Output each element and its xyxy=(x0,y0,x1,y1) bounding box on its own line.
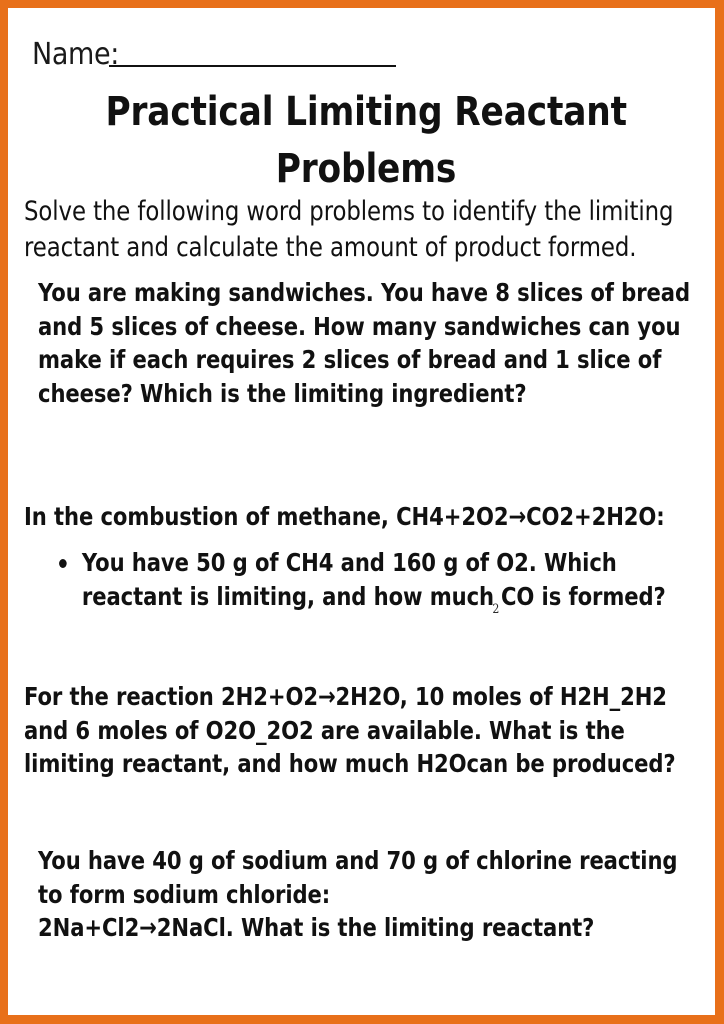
instructions-text: Solve the following word problems to identify the limiting reactant and calculate the amount of product formed. xyxy=(24,196,674,263)
bullet-icon xyxy=(59,559,67,568)
problem-2-answer-space[interactable] xyxy=(32,620,702,676)
page-title-line-2: Problems xyxy=(275,145,457,192)
instructions xyxy=(24,194,715,266)
problem-2-bullet-text-before: You have 50 g of CH4 and 160 g of O2. Which reactant is limiting, and how much xyxy=(81,548,617,611)
problem-4 xyxy=(38,844,715,945)
problem-4-answer-space[interactable] xyxy=(32,952,702,1014)
problem-3-answer-space[interactable] xyxy=(32,792,702,842)
problem-4-text-line-2: 2Na+Cl2→2NaCl. What is the limiting reactant? xyxy=(38,913,595,942)
name-field-row xyxy=(32,24,692,70)
problem-4-text-line-1: You have 40 g of sodium and 70 g of chlorine reacting to form sodium chloride: xyxy=(38,846,678,909)
stray-subscript-artifact: 2 xyxy=(492,602,500,618)
worksheet-sheet xyxy=(8,8,715,1015)
problem-1 xyxy=(38,276,715,410)
page-title xyxy=(16,84,715,198)
problem-3-text: For the reaction 2H2+O2→2H2O, 10 moles of H2H_2H2 and 6 moles of O2O_2O2 are available. What is the limiting reactant, and how much H2Ocan be produced? xyxy=(24,682,676,778)
name-label: Name: xyxy=(32,37,119,72)
problem-1-answer-space[interactable] xyxy=(32,418,702,496)
problem-2-bullet-item xyxy=(54,546,715,618)
problem-2-heading-text: In the combustion of methane, CH4+2O2→CO2+2H2O: xyxy=(24,502,665,531)
problem-2-bullet-text-after: CO is formed? xyxy=(500,582,666,611)
problem-2-heading xyxy=(24,500,715,534)
problem-3 xyxy=(24,680,715,781)
name-input-line[interactable] xyxy=(109,65,396,67)
problem-1-text: You are making sandwiches. You have 8 slices of bread and 5 slices of cheese. How many sandwiches can you make if each requires 2 slices of bread and 1 slice of cheese? Which is the limiting ingredient? xyxy=(38,278,691,408)
page-title-line-1: Practical Limiting Reactant xyxy=(105,89,627,135)
